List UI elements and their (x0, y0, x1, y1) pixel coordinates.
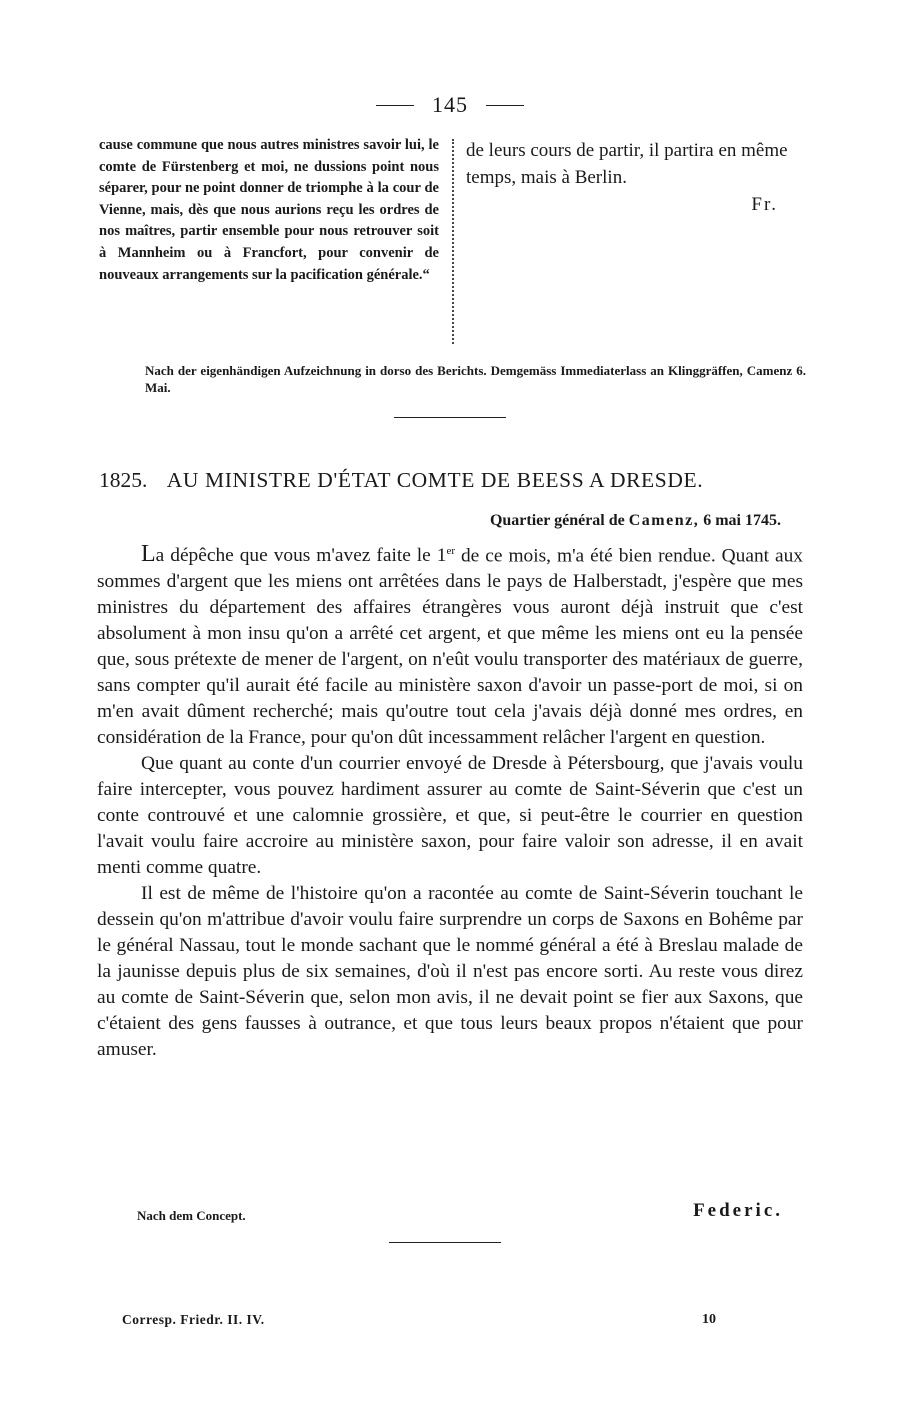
right-column-signature: Fr. (751, 194, 778, 215)
letter-signature: Federic. (693, 1200, 783, 1221)
right-column (466, 137, 806, 218)
right-column-text: de leurs cours de partir, il partira en même temps, mais à Berlin. (466, 140, 788, 188)
left-column-text: cause commune que nous autres ministres savoir lui, le comte de Fürstenberg et moi, ne dussions point nous séparer, pour ne point donner de triomphe à la cour de Vienne, mais, dès que nous aurions reçu les ordres de nos maîtres, partir ensemble pour nous retrouver soit à Mannheim ou à Francfort, pour convenir de nouveaux arrangements sur la pacification générale.“ (99, 137, 439, 283)
two-column-continuation (99, 135, 806, 345)
source-note-1-text: Nach der eigenhändigen Aufzeichnung in dorso des Berichts. Demgemäss Immediaterlass an Klinggräffen, Camenz 6. Mai. (145, 363, 806, 395)
letter-paragraph-3: Il est de même de l'histoire qu'on a racontée au comte de Saint-Séverin touchant le dessein qu'on m'attribue d'avoir voulu faire surprendre un corps de Saxons en Bohême par le général Nassau, tout le monde sachant que le nommé général a été à Breslau malade de la jaunisse depuis plus de six semaines, d'où il n'est pas encore sorti. Au reste vous direz au comte de Saint-Séverin que, selon mon avis, il ne devait point se fier aux Saxons, que c'étaient des gens fausses à outrance, et que tous leurs beaux propos n'étaient que pour amuser. (97, 883, 803, 1061)
dateline-place: Camenz, (628, 512, 700, 529)
p1-superscript: er (446, 545, 456, 557)
letter-dateline (99, 510, 781, 532)
letter-paragraph-1 (97, 538, 803, 751)
header-dash-left (376, 105, 414, 106)
section-divider-top (394, 417, 506, 418)
source-note-2: Nach dem Concept. (137, 1208, 246, 1223)
p1-after-sup: de ce mois, m'a été bien rendue. Quant aux sommes d'argent que les miens ont arrêtées dans le pays de Halberstadt, j'espère que mes ministres du département des affaires étrangères vous auront déjà instruit que c'est absolument à mon insu qu'on a arrêté cet argent, et que même les miens ont eu la pensée que, sous prétexte de mener de l'argent, on n'eût voulu transporter des matériaux de guerre, sans compter qu'il aurait été facile au ministère saxon d'avoir un passe-port de moi, si on m'en avait dûment recherché; mais qu'outre tout cela j'avais déjà donné mes ordres, en considération de la France, pour qu'on dût incessamment relâcher l'argent en question. (97, 545, 803, 749)
letter-closing (137, 1200, 783, 1228)
page-footer (122, 1312, 716, 1334)
letter-paragraph-2: Que quant au conte d'un courrier envoyé de Dresde à Pétersbourg, que j'avais voulu faire intercepter, vous pouvez hardiment assurer au comte de Saint-Séverin que c'est un conte controuvé et une calomnie grossière, et que, si peut-être le courrier en question l'avait voulu faire accroire au ministère saxon, pour faire valoir son adresse, il en avait menti comme quatre. (97, 753, 803, 879)
source-note-1 (99, 362, 806, 396)
footer-reference: Corresp. Friedr. II. IV. (122, 1312, 265, 1327)
page-number: 145 (432, 92, 468, 117)
dateline-date: 6 mai 1745. (703, 512, 781, 529)
dateline-prefix: Quartier général de (489, 512, 625, 529)
letter-number: 1825. (99, 468, 148, 492)
letter-title: AU MINISTRE D'ÉTAT COMTE DE BEESS A DRESDE. (166, 468, 704, 492)
letter-heading (99, 466, 806, 494)
page-header (0, 92, 900, 118)
letter-body (97, 538, 803, 1063)
footer-sheet-number: 10 (702, 1312, 716, 1327)
column-divider (452, 139, 454, 344)
section-divider-bottom (389, 1242, 501, 1243)
header-dash-right (486, 105, 524, 106)
p1-before-sup: La dépêche que vous m'avez faite le 1 (141, 541, 447, 568)
